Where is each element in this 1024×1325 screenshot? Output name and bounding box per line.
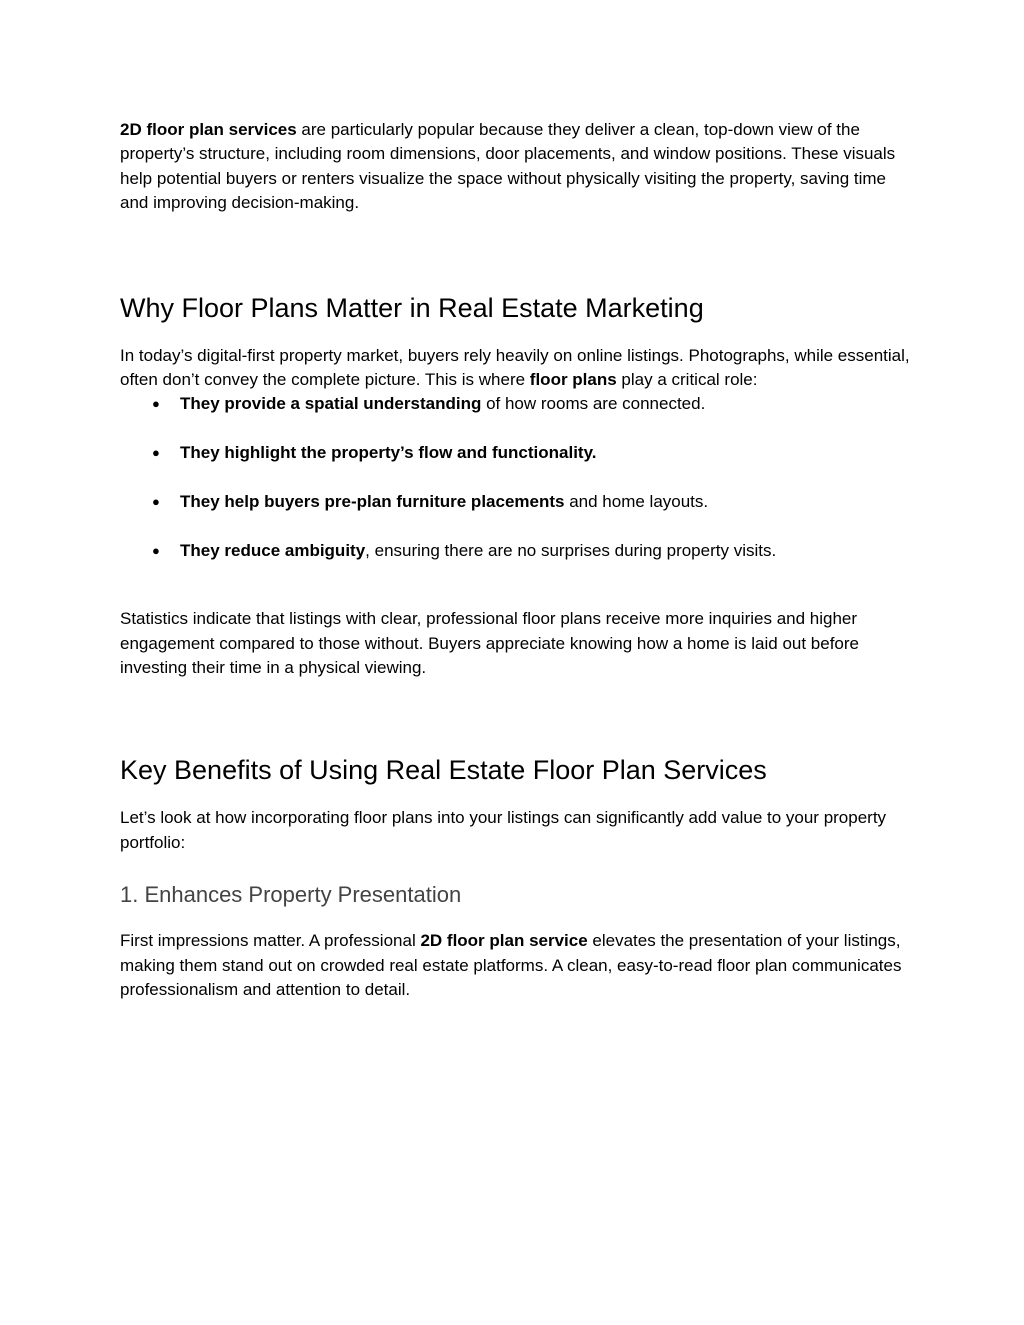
list-item [120, 539, 910, 563]
why-bold-term: floor plans [529, 370, 617, 390]
subheading-enhances-presentation: 1. Enhances Property Presentation [120, 882, 462, 908]
list-item-bold: They provide a spatial understanding [180, 394, 482, 414]
enhances-text-after: elevates the presentation of your listings, making them stand out on crowded real estate platforms. A clean, easy-to-read floor plan communicates professionalism and attention to detail. [120, 931, 902, 1000]
list-item [120, 392, 910, 416]
document-page [120, 118, 910, 1002]
list-item-text: and home layouts. [564, 492, 709, 512]
enhances-paragraph [120, 929, 910, 1002]
list-item-text: , ensuring there are no surprises during property visits. [365, 540, 777, 560]
why-text-before: In today’s digital-first property market, buyers rely heavily on online listings. Photographs, while essential, often don’t convey the complete picture. This is where [120, 345, 910, 390]
bullet-icon: ● [152, 445, 160, 461]
bullet-icon: ● [152, 396, 160, 412]
intro-bold-term: 2D floor plan services [120, 120, 297, 139]
statistics-paragraph: Statistics indicate that listings with clear, professional floor plans receive more inquiries and higher engagement compared to those without. Buyers appreciate knowing how a home is laid out before investing their time in a physical viewing. [120, 609, 860, 678]
why-text-after: play a critical role: [616, 370, 758, 390]
heading-key-benefits: Key Benefits of Using Real Estate Floor Plan Services [120, 755, 767, 786]
benefits-intro-paragraph: Let’s look at how incorporating floor plans into your listings can significantly add value to your property portfolio: [120, 808, 887, 852]
list-item-text: of how rooms are connected. [481, 394, 706, 414]
list-item-bold: They highlight the property’s flow and functionality. [180, 443, 597, 463]
enhances-text-before: First impressions matter. A professional [120, 931, 421, 951]
intro-text: are particularly popular because they deliver a clean, top-down view of the property’s structure, including room dimensions, door placements, and window positions. These visuals help potential buyers or renters visualize the space without physically visiting the property, saving time and improving decision-making. [120, 120, 896, 213]
list-item-bold: They reduce ambiguity [180, 540, 366, 560]
heading-why-floor-plans: Why Floor Plans Matter in Real Estate Marketing [120, 292, 704, 323]
intro-paragraph [120, 118, 910, 216]
why-bullet-list [120, 392, 910, 563]
list-item [120, 441, 910, 465]
list-item [120, 490, 910, 514]
bullet-icon: ● [152, 542, 160, 558]
bullet-icon: ● [152, 494, 160, 510]
why-paragraph [120, 344, 910, 393]
enhances-bold-term: 2D floor plan service [420, 931, 588, 951]
list-item-bold: They help buyers pre-plan furniture placements [180, 492, 565, 512]
